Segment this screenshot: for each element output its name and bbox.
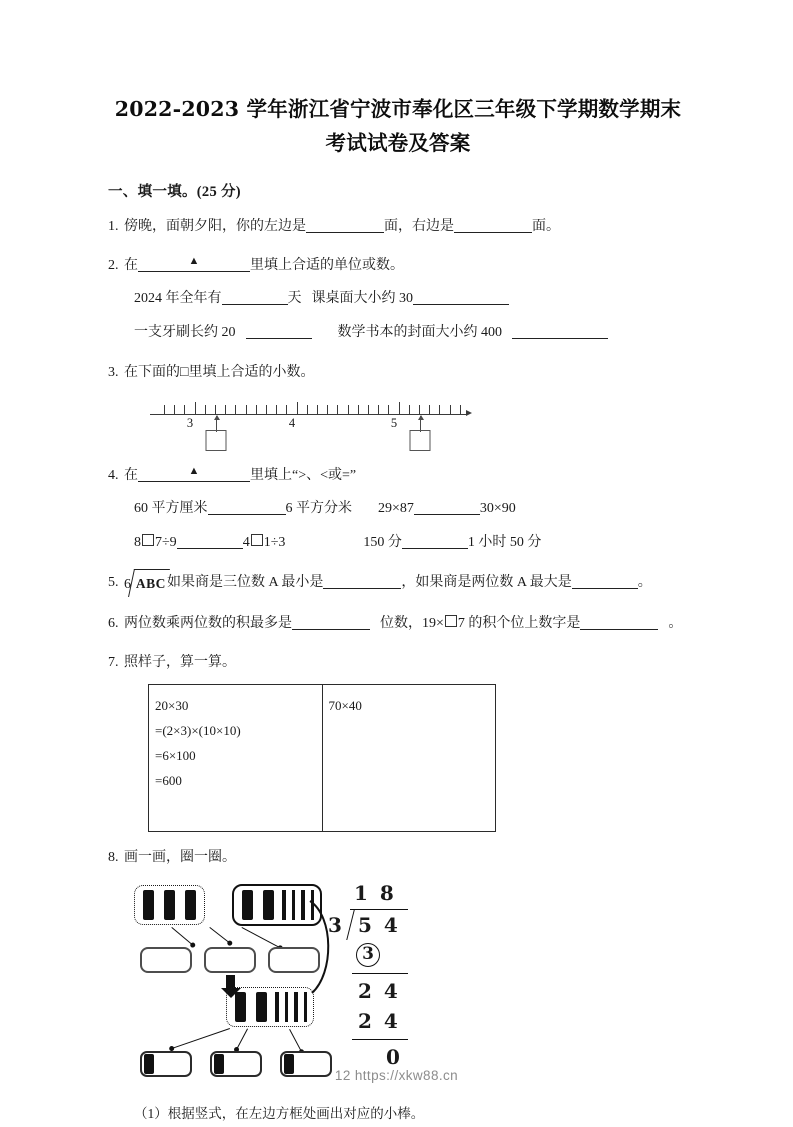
number-line-tick bbox=[450, 405, 451, 414]
leader-line-2 bbox=[209, 927, 230, 944]
top-dashed-stick-group bbox=[134, 885, 205, 925]
q7-text: 照样子，算一算。 bbox=[124, 655, 236, 670]
number-line-tick bbox=[184, 405, 185, 414]
q3-number: 3. bbox=[108, 365, 119, 380]
bundle-glyph bbox=[185, 890, 196, 920]
ld-step-2: 24 bbox=[358, 979, 410, 1003]
q5-blank-1[interactable] bbox=[323, 573, 401, 589]
question-2 bbox=[108, 252, 688, 279]
q5-divisor: 6 bbox=[124, 577, 131, 592]
number-line-tick bbox=[297, 402, 298, 414]
q1-text-a: 傍晚，面朝夕阳，你的左边是 bbox=[124, 219, 306, 234]
q5-long-division-icon bbox=[124, 569, 167, 598]
number-line-diagram bbox=[144, 394, 484, 450]
bundle-glyph bbox=[256, 992, 267, 1022]
number-line-arrowhead-icon bbox=[466, 410, 472, 416]
number-line-tick bbox=[266, 405, 267, 414]
q4-r1-d: 30×90 bbox=[479, 501, 516, 516]
q4-r2-a-pre: 8 bbox=[134, 535, 141, 550]
number-line-tick bbox=[388, 405, 389, 414]
question-5 bbox=[108, 569, 688, 598]
q4-blank-2[interactable] bbox=[414, 499, 480, 515]
q2-l1-c: 课桌面大小约 30 bbox=[311, 291, 413, 306]
number-line-tick bbox=[307, 405, 308, 414]
page-title bbox=[108, 92, 688, 160]
q2-l1-b: 天 bbox=[287, 291, 302, 306]
ld-dividend: 54 bbox=[358, 913, 410, 937]
q6-text-b: 位数，19× bbox=[380, 616, 444, 631]
ld-quotient: 18 bbox=[354, 881, 406, 905]
page-footer: 12 https://xkw88.cn bbox=[334, 1068, 459, 1083]
ld-step-3: 24 bbox=[358, 1009, 410, 1033]
triangle-icon: ▲ bbox=[188, 465, 200, 477]
number-line-tick bbox=[419, 405, 420, 414]
q2-blank-desk[interactable] bbox=[413, 289, 509, 305]
answer-box-2[interactable] bbox=[204, 947, 256, 973]
q2-blank-book[interactable] bbox=[512, 323, 608, 339]
single-stick-glyph bbox=[301, 890, 305, 920]
q2-l1-a: 2024 年全年有 bbox=[134, 291, 222, 306]
number-line-tick bbox=[399, 402, 400, 414]
q1-number: 1. bbox=[108, 219, 119, 234]
number-line-tick bbox=[246, 405, 247, 414]
q6-blank-2[interactable] bbox=[580, 614, 658, 630]
q5-number: 5. bbox=[108, 575, 119, 590]
number-line-tick bbox=[286, 405, 287, 414]
q4-r2-b-post: 1÷3 bbox=[263, 535, 286, 550]
q6-text-a: 两位数乘两位数的积最多是 bbox=[124, 616, 292, 631]
leader-line-5 bbox=[236, 1029, 248, 1051]
title-line-1: 2022-2023 学年浙江省宁波市奉化区三年级下学期数学期末 bbox=[114, 97, 682, 121]
answer-prompt: 70×40 bbox=[328, 698, 362, 713]
number-line-tick bbox=[276, 405, 277, 414]
number-line-label: 3 bbox=[186, 416, 194, 430]
single-stick-glyph bbox=[282, 890, 286, 920]
number-line-tick bbox=[205, 405, 206, 414]
answer-box-1[interactable] bbox=[140, 947, 192, 973]
leader-line-6 bbox=[289, 1029, 302, 1052]
table-cell-example bbox=[149, 685, 323, 832]
q6-square[interactable] bbox=[445, 615, 457, 627]
q4-lead: 在 bbox=[124, 468, 138, 483]
sticks-and-division-diagram bbox=[130, 881, 470, 1091]
single-stick-glyph bbox=[294, 992, 298, 1022]
q4-r1-c: 29×87 bbox=[378, 501, 414, 516]
q4-r2-d: 1 小时 50 分 bbox=[467, 535, 542, 550]
q4-r1-b: 6 平方分米 bbox=[285, 501, 352, 516]
number-line-tick bbox=[409, 405, 410, 414]
q1-blank-1[interactable] bbox=[306, 217, 384, 233]
number-line-tick bbox=[195, 402, 196, 414]
leader-line-3 bbox=[242, 927, 281, 949]
q1-text-b: 面，右边是 bbox=[384, 219, 454, 234]
q1-text-c: 面。 bbox=[532, 219, 560, 234]
q2-blank-toothbrush[interactable] bbox=[246, 323, 312, 339]
decimal-answer-box[interactable] bbox=[206, 430, 227, 451]
triangle-icon: ▲ bbox=[188, 255, 200, 267]
number-line-tick bbox=[215, 405, 216, 414]
ld-divisor: 3 bbox=[328, 913, 354, 937]
number-line-tick bbox=[429, 405, 430, 414]
question-8 bbox=[108, 844, 688, 871]
number-line-tick bbox=[164, 405, 165, 414]
number-line-tick bbox=[439, 405, 440, 414]
ld-circled-step: 3 bbox=[356, 943, 380, 967]
example-line-1: =(2×3)×(10×10) bbox=[155, 723, 241, 738]
q2-tail: 里填上合适的单位或数。 bbox=[250, 258, 404, 273]
question-4-row-2 bbox=[134, 529, 688, 557]
number-line-label: 5 bbox=[390, 416, 398, 430]
question-6 bbox=[108, 610, 688, 637]
q4-tail: 里填上“>、<或=” bbox=[250, 468, 357, 483]
question-4 bbox=[108, 462, 688, 489]
question-2-line-2 bbox=[134, 319, 688, 347]
q6-blank-1[interactable] bbox=[292, 614, 370, 630]
q4-r2-c: 150 分 bbox=[363, 535, 402, 550]
q4-square-1[interactable] bbox=[142, 534, 154, 546]
q2-l2-b: 数学书本的封面大小约 400 bbox=[337, 325, 502, 340]
section-heading: 一、填一填。(25 分) bbox=[108, 184, 241, 200]
q4-blank-3[interactable] bbox=[177, 533, 243, 549]
q4-triangle-blank[interactable] bbox=[138, 466, 250, 482]
q8-text: 画一画，圈一圈。 bbox=[124, 850, 236, 865]
q6-text-d: 。 bbox=[668, 616, 683, 631]
question-2-line-1 bbox=[134, 285, 688, 313]
number-line-tick bbox=[327, 405, 328, 414]
q5-text-a: 如果商是三位数 A 最小是 bbox=[167, 575, 324, 590]
ld-rule-1 bbox=[352, 973, 408, 974]
number-line-tick bbox=[378, 405, 379, 414]
q4-r1-a: 60 平方厘米 bbox=[134, 501, 208, 516]
q4-square-2[interactable] bbox=[251, 534, 263, 546]
bundle-glyph bbox=[235, 992, 246, 1022]
q5-blank-2[interactable] bbox=[572, 573, 638, 589]
ld-remainder: 0 bbox=[386, 1045, 412, 1069]
single-stick-glyph bbox=[292, 890, 296, 920]
example-line-2: =6×100 bbox=[155, 748, 196, 763]
q3-text: 在下面的□里填上合适的小数。 bbox=[124, 365, 315, 380]
q8-number: 8. bbox=[108, 850, 119, 865]
number-line-label: 4 bbox=[288, 416, 296, 430]
ld-rule-2 bbox=[352, 1039, 408, 1040]
single-stick-glyph bbox=[304, 992, 308, 1022]
title-line-2: 考试试卷及答案 bbox=[325, 131, 471, 155]
curved-connector-icon bbox=[308, 887, 344, 1007]
number-line-tick bbox=[235, 405, 236, 414]
q4-blank-1[interactable] bbox=[208, 499, 286, 515]
table-cell-answer[interactable] bbox=[322, 685, 496, 832]
number-line-tick bbox=[337, 405, 338, 414]
question-4-row-1 bbox=[134, 495, 688, 523]
number-line-tick bbox=[460, 405, 461, 414]
ld-quotient-rule bbox=[350, 909, 408, 910]
number-line-tick bbox=[174, 405, 175, 414]
q4-r2-a-post: 7÷9 bbox=[155, 535, 177, 550]
number-line-tick bbox=[348, 405, 349, 414]
q4-blank-4[interactable] bbox=[402, 533, 468, 549]
leader-line-4 bbox=[171, 1028, 230, 1049]
bundle-glyph bbox=[164, 890, 175, 920]
q4-r2-b-pre: 4 bbox=[242, 535, 250, 550]
bundle-glyph bbox=[263, 890, 274, 920]
number-line-tick bbox=[225, 405, 226, 414]
q2-triangle-blank[interactable] bbox=[138, 256, 250, 272]
q2-blank-days[interactable] bbox=[222, 289, 288, 305]
example-line-3: =600 bbox=[155, 773, 182, 788]
q5-text-b: ，如果商是两位数 A 最大是 bbox=[401, 575, 572, 590]
number-line-tick bbox=[256, 405, 257, 414]
number-line-tick bbox=[368, 405, 369, 414]
bundle-glyph bbox=[143, 890, 154, 920]
q5-text-c: 。 bbox=[637, 575, 652, 590]
page-content bbox=[108, 92, 688, 1127]
calculation-table bbox=[148, 684, 496, 832]
question-7 bbox=[108, 649, 688, 676]
number-line-tick bbox=[317, 405, 318, 414]
q2-lead: 在 bbox=[124, 258, 138, 273]
q7-number: 7. bbox=[108, 655, 119, 670]
q5-dividend: ABC bbox=[135, 576, 166, 591]
decimal-answer-box[interactable] bbox=[410, 430, 431, 451]
single-stick-glyph bbox=[285, 992, 289, 1022]
question-8-sub-1: （1）根据竖式，在左边方框处画出对应的小棒。 bbox=[134, 1106, 425, 1121]
single-stick-glyph bbox=[275, 992, 279, 1022]
q2-number: 2. bbox=[108, 258, 119, 273]
middle-dashed-stick-group bbox=[226, 987, 314, 1027]
bundle-glyph bbox=[242, 890, 253, 920]
table-row bbox=[149, 685, 496, 832]
question-3 bbox=[108, 359, 688, 386]
question-1 bbox=[108, 213, 688, 240]
leader-line-1 bbox=[171, 927, 193, 946]
q6-text-c: 7 的积个位上数字是 bbox=[457, 616, 581, 631]
example-line-0: 20×30 bbox=[155, 698, 189, 713]
q4-number: 4. bbox=[108, 468, 119, 483]
number-line-tick bbox=[358, 405, 359, 414]
q2-l2-a: 一支牙刷长约 20 bbox=[134, 325, 236, 340]
q6-number: 6. bbox=[108, 616, 119, 631]
q1-blank-2[interactable] bbox=[454, 217, 532, 233]
